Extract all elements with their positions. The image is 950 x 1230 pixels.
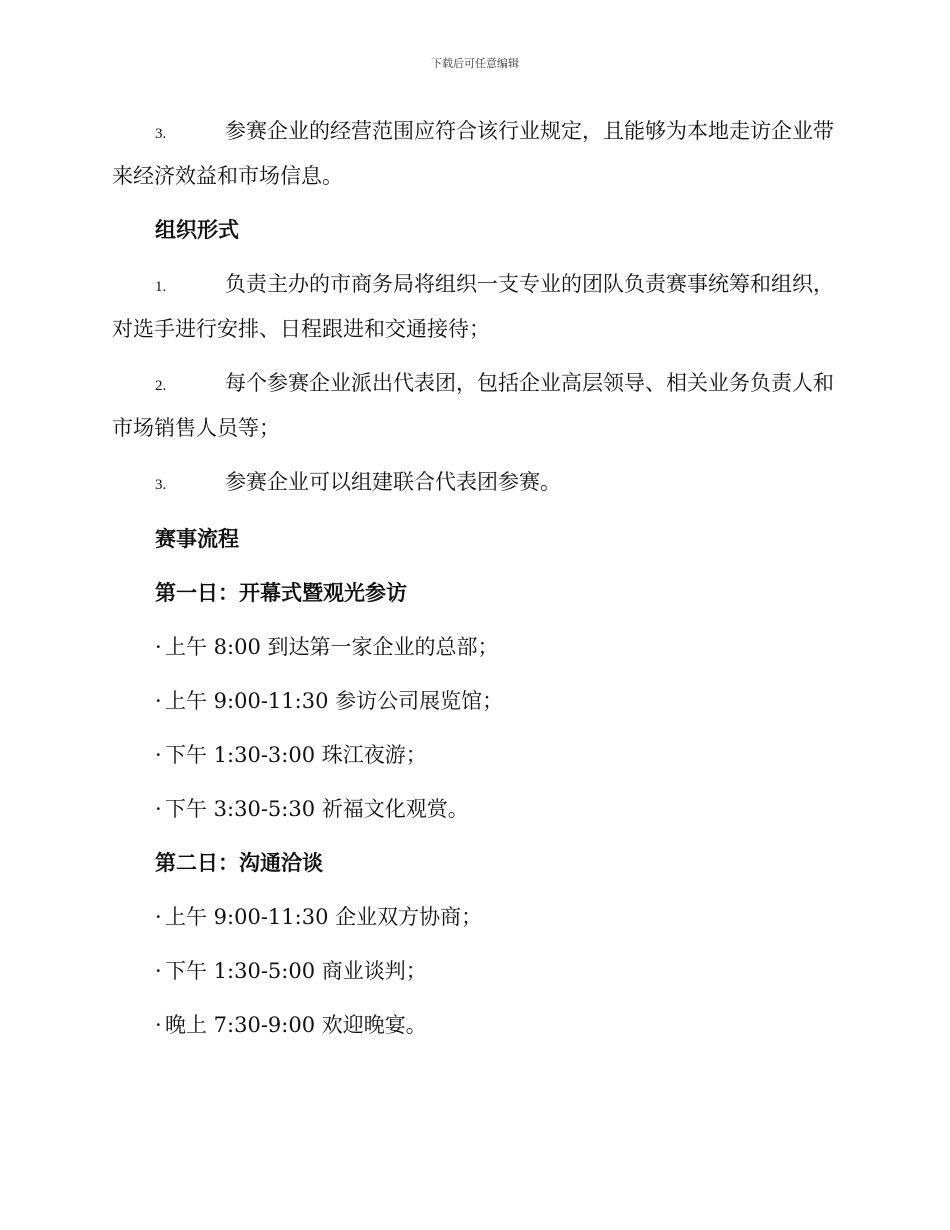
day2-schedule-item xyxy=(155,1004,842,1046)
item-number: 1. xyxy=(155,279,167,295)
schedule-text: 下午 3:30-5:30 祈福文化观赏。 xyxy=(165,797,469,821)
schedule-text: 下午 1:30-3:00 珠江夜游； xyxy=(165,743,427,767)
requirement-item-3 xyxy=(112,110,842,197)
organization-item-3 xyxy=(112,461,842,506)
document-body xyxy=(112,110,842,1058)
organization-item-1 xyxy=(112,263,842,350)
day2-heading: 第二日：沟通洽谈 xyxy=(155,851,323,875)
schedule-text: 上午 8:00 到达第一家企业的总部； xyxy=(165,635,499,659)
day1-schedule-item xyxy=(155,788,842,830)
item-number: 3. xyxy=(155,477,167,493)
day2-schedule-item xyxy=(155,950,842,992)
bullet-symbol: · xyxy=(155,1013,162,1037)
schedule-text: 上午 9:00-11:30 企业双方协商； xyxy=(165,905,483,929)
day1-schedule-item xyxy=(155,734,842,776)
organization-item-2 xyxy=(112,362,842,449)
item-number: 3. xyxy=(155,126,167,142)
item-text: 负责主办的市商务局将组织一支专业的团队负责赛事统筹和组织，对选手进行安排、日程跟进和交通接待； xyxy=(112,272,834,341)
day2-schedule-item xyxy=(155,896,842,938)
item-number: 2. xyxy=(155,378,167,394)
item-text: 参赛企业可以组建联合代表团参赛。 xyxy=(225,470,561,494)
schedule-text: 下午 1:30-5:00 商业谈判； xyxy=(165,959,427,983)
bullet-symbol: · xyxy=(155,635,162,659)
schedule-text: 晚上 7:30-9:00 欢迎晚宴。 xyxy=(165,1013,427,1037)
bullet-symbol: · xyxy=(155,959,162,983)
bullet-symbol: · xyxy=(155,797,162,821)
day1-schedule-item xyxy=(155,680,842,722)
section-heading-organization: 组织形式 xyxy=(155,218,239,242)
page-header-note: 下载后可任意编辑 xyxy=(431,57,519,70)
day1-schedule-item xyxy=(155,626,842,668)
bullet-symbol: · xyxy=(155,743,162,767)
item-text: 参赛企业的经营范围应符合该行业规定，且能够为本地走访企业带来经济效益和市场信息。 xyxy=(112,119,834,188)
bullet-symbol: · xyxy=(155,689,162,713)
day1-heading: 第一日：开幕式暨观光参访 xyxy=(155,581,407,605)
bullet-symbol: · xyxy=(155,905,162,929)
item-text: 每个参赛企业派出代表团，包括企业高层领导、相关业务负责人和市场销售人员等； xyxy=(112,371,834,440)
section-heading-event-flow: 赛事流程 xyxy=(155,527,239,551)
schedule-text: 上午 9:00-11:30 参访公司展览馆； xyxy=(165,689,504,713)
